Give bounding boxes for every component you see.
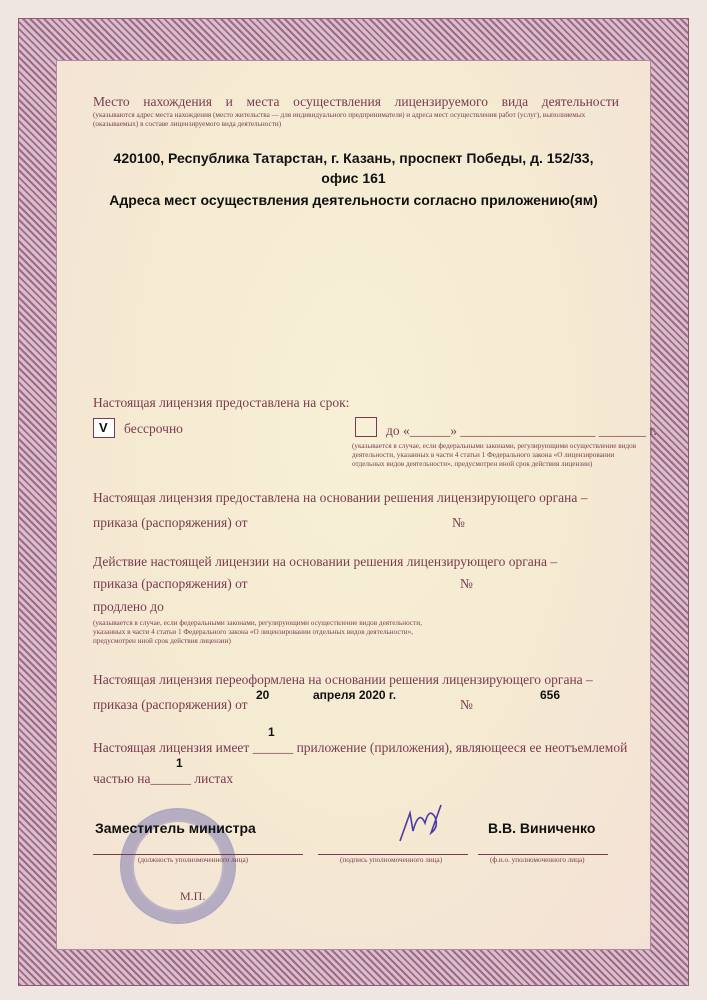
signature-line xyxy=(318,854,468,855)
term-until: до «______» ____________________ _______ г. xyxy=(386,423,657,438)
appendix-line-2: частью на______ листах xyxy=(93,771,234,786)
name-caption: (ф.и.о. уполномоченного лица) xyxy=(490,856,585,864)
reissue-number-label: № xyxy=(460,697,473,712)
reissue-day: 20 xyxy=(256,688,270,702)
reissue-month-year: апреля 2020 г. xyxy=(313,688,397,702)
extension-number-label: № xyxy=(460,576,473,591)
stamp-place: М.П. xyxy=(180,889,206,903)
basis-line-2: приказа (распоряжения) от xyxy=(93,515,248,530)
address-line-2: офис 161 xyxy=(321,170,386,186)
reissue-line-1: Настоящая лицензия переоформлена на основании решения лицензирующего органа – xyxy=(93,672,593,687)
term-until-checkbox xyxy=(355,417,377,437)
position-caption: (должность уполномоченного лица) xyxy=(138,856,249,864)
basis-number-label: № xyxy=(452,515,465,530)
appendix-line-1: Настоящая лицензия имеет ______ приложение (приложения), являющееся ее неотъемлемой xyxy=(93,740,628,755)
reissue-number: 656 xyxy=(540,688,561,702)
handwritten-signature xyxy=(395,803,445,845)
extension-line-2: приказа (распоряжения) от xyxy=(93,576,248,591)
appendix-count: 1 xyxy=(268,725,275,739)
location-heading: Место нахождения и места осуществления лицензируемого вида деятельности xyxy=(93,94,619,109)
extended-until: продлено до xyxy=(93,599,164,614)
term-label: Настоящая лицензия предоставлена на срок: xyxy=(93,395,350,410)
signature-caption: (подпись уполномоченного лица) xyxy=(340,856,443,864)
extension-note: (указывается в случае, если федеральными законами, регулирующими осуществление видов деятельности, указанных в части 4 статьи 1 Федерального закона «О лицензировании отдельных видов деятельности», предусмотрен иной срок действия лицензии) xyxy=(93,619,422,645)
check-mark: V xyxy=(99,420,108,435)
name-line xyxy=(478,854,608,855)
basis-line-1: Настоящая лицензия предоставлена на основании решения лицензирующего органа – xyxy=(93,490,588,505)
signer-name: В.В. Виниченко xyxy=(488,820,596,836)
position-line xyxy=(93,854,303,855)
term-until-note: (указывается в случае, если федеральными законами, регулирующими осуществление видов деятельности, указанных в части 4 статьи 1 Федерального закона «О лицензировании отдельных видов деятельности», предусмотрен иной срок действия лицензии) xyxy=(352,442,637,468)
location-note: (указываются адрес места нахождения (место жительства — для индивидуального предпринимателя) и адреса мест осуществления работ (услуг), выполняемых (оказываемых) в составе лицензируемого вида деятельности) xyxy=(93,111,586,128)
address-line-3: Адреса мест осуществления деятельности согласно приложению(ям) xyxy=(109,192,598,208)
extension-line-1: Действие настоящей лицензии на основании решения лицензирующего органа – xyxy=(93,554,558,569)
signer-position: Заместитель министра xyxy=(95,820,256,836)
address-line-1: 420100, Республика Татарстан, г. Казань, проспект Победы, д. 152/33, xyxy=(113,150,594,166)
indefinite-label: бессрочно xyxy=(124,421,183,436)
appendix-sheets: 1 xyxy=(176,756,183,770)
reissue-line-2: приказа (распоряжения) от xyxy=(93,697,248,712)
